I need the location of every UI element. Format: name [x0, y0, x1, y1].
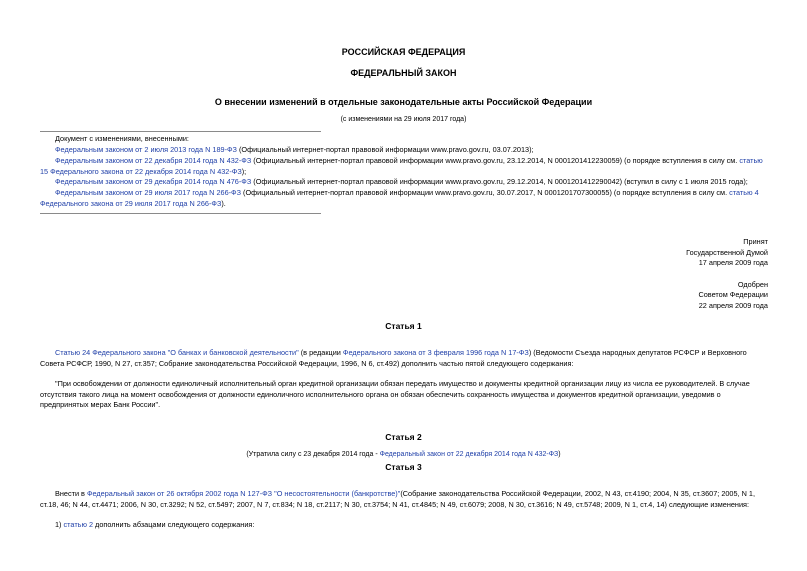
adopted-label: Принят [743, 237, 768, 246]
article-1-quote: "При освобождении от должности единоличный исполнительный орган кредитной организации обязан передать имущество и документы кредитной организации лицу из числа ее руководителей. В случае отсутствия такого лица на момент освобождения от должности единоличного исполнительного органа он обязан обеспечить сохранность имущества и документов кредитной организации, уведомив о предпринятых мерах Банк России". [40, 379, 750, 409]
approved-by: Советом Федерации [698, 290, 768, 299]
article-3-item-1 [55, 520, 254, 531]
adoption-block [686, 237, 768, 311]
article-3-text-2: (Собрание законодательства Российской Федерации, 2002, N 43, ст.4190; 2004, N 35, ст.3607; 2005, N 1, ст.18, 46; N 44, ст.4471; 2006, N 30, ст.3292; N 52, ст.5497; 2007, N 7, ст.834; N 18, ст.2117; N 30, ст.3754; N 41, ст.4845; N 49, ст.6079; 2008, N 30, ст.3616; N 49, ст.5748; 2009, N 1, ст.4, 14) следующие изменения: [40, 489, 755, 509]
adopted-by: Государственной Думой [686, 247, 768, 257]
approved-label: Одобрен [737, 279, 768, 289]
article-3-link-1[interactable]: Федеральный закон от 26 октября 2002 года N 127-ФЗ [86, 489, 273, 498]
adopted-date: 17 апреля 2009 года [698, 258, 768, 267]
article-2-heading: Статья 2 [385, 432, 422, 442]
change-end-4: ). [221, 198, 226, 208]
change-link-2c[interactable]: Федерального закона от 22 декабря 2014 года N 432-ФЗ [50, 166, 242, 176]
change-item-4 [40, 188, 768, 209]
country-heading: РОССИЙСКАЯ ФЕДЕРАЦИЯ [341, 47, 466, 57]
article-1-text [40, 348, 768, 369]
change-link-4b[interactable]: статью 4 [729, 188, 759, 197]
change-link-1[interactable]: Федеральным законом от 2 июля 2013 года N 189-ФЗ [55, 145, 237, 154]
change-text-3: (Официальный интернет-портал правовой информации www.pravo.gov.ru, 29.12.2014, N 0001201412290042) (вступил в силу с 1 июля 2015 года); [251, 177, 748, 186]
article-3-text [40, 489, 768, 510]
article-1-text-2: ) (Ведомости Съезда народных депутатов РСФСР и Верховного Совета РСФСР, 1990, N 27, ст.357; Собрание законодательства Российской Федерации, 1996, N 6, ст.492) дополнить частью пятой следующего содержания: [40, 348, 747, 368]
change-text-2: (Официальный интернет-портал правовой информации www.pravo.gov.ru, 23.12.2014, N 0001201412230059) (о порядке вступления в силу см. [251, 156, 740, 165]
article-3-heading: Статья 3 [385, 462, 422, 472]
change-link-2[interactable]: Федеральным законом от 22 декабря 2014 года N 432-ФЗ [55, 156, 252, 165]
change-link-4c[interactable]: Федерального закона от 29 июля 2017 года N 266-ФЗ [40, 198, 222, 208]
article-1-text-1: (в редакции [298, 348, 343, 357]
approved-date: 22 апреля 2009 года [698, 300, 768, 310]
article-1-heading: Статья 1 [385, 321, 422, 331]
article-3-text-1: Внести в [55, 489, 87, 498]
changes-intro: Документ с изменениями, внесенными: [55, 134, 189, 143]
law-type-heading: ФЕДЕРАЛЬНЫЙ ЗАКОН [350, 68, 457, 78]
changes-top-rule [40, 131, 321, 132]
change-end-2: ); [241, 166, 247, 176]
change-link-3[interactable]: Федеральным законом от 29 декабря 2014 года N 476-ФЗ [55, 177, 252, 186]
article-1-link-2[interactable]: Федерального закона от 3 февраля 1996 года N 17-ФЗ [342, 348, 529, 357]
article-2-text-2: ) [558, 451, 561, 458]
changes-bottom-rule [40, 213, 321, 214]
article-3-item-1-text: дополнить абзацами следующего содержания: [93, 520, 255, 529]
edition-note: (с изменениями на 29 июля 2017 года) [340, 116, 467, 123]
change-text-4: (Официальный интернет-портал правовой информации www.pravo.gov.ru, 30.07.2017, N 0001201707300055) (о порядке вступления в силу см. [241, 188, 730, 197]
article-1-link-1[interactable]: Статью 24 Федерального закона "О банках и банковской деятельности" [55, 348, 299, 357]
change-item-3 [55, 177, 748, 188]
article-3-item-1-link[interactable]: статью 2 [63, 520, 94, 529]
article-3-link-2[interactable]: "О несостоятельности (банкротстве)" [274, 489, 401, 498]
change-link-2b[interactable]: статью 15 [40, 156, 763, 176]
article-3-item-1-num: 1) [55, 520, 64, 529]
article-2-text-1: (Утратила силу с 23 декабря 2014 года - [246, 451, 380, 458]
article-2-link[interactable]: Федеральный закон от 22 декабря 2014 года N 432-ФЗ [379, 451, 559, 458]
article-2-note [0, 451, 807, 458]
change-item-2 [40, 156, 768, 177]
change-item-1 [55, 145, 534, 156]
change-text-1: (Официальный интернет-портал правовой информации www.pravo.gov.ru, 03.07.2013); [236, 145, 534, 154]
law-title: О внесении изменений в отдельные законодательные акты Российской Федерации [214, 97, 593, 107]
change-link-4[interactable]: Федеральным законом от 29 июля 2017 года N 266-ФЗ [55, 188, 242, 197]
